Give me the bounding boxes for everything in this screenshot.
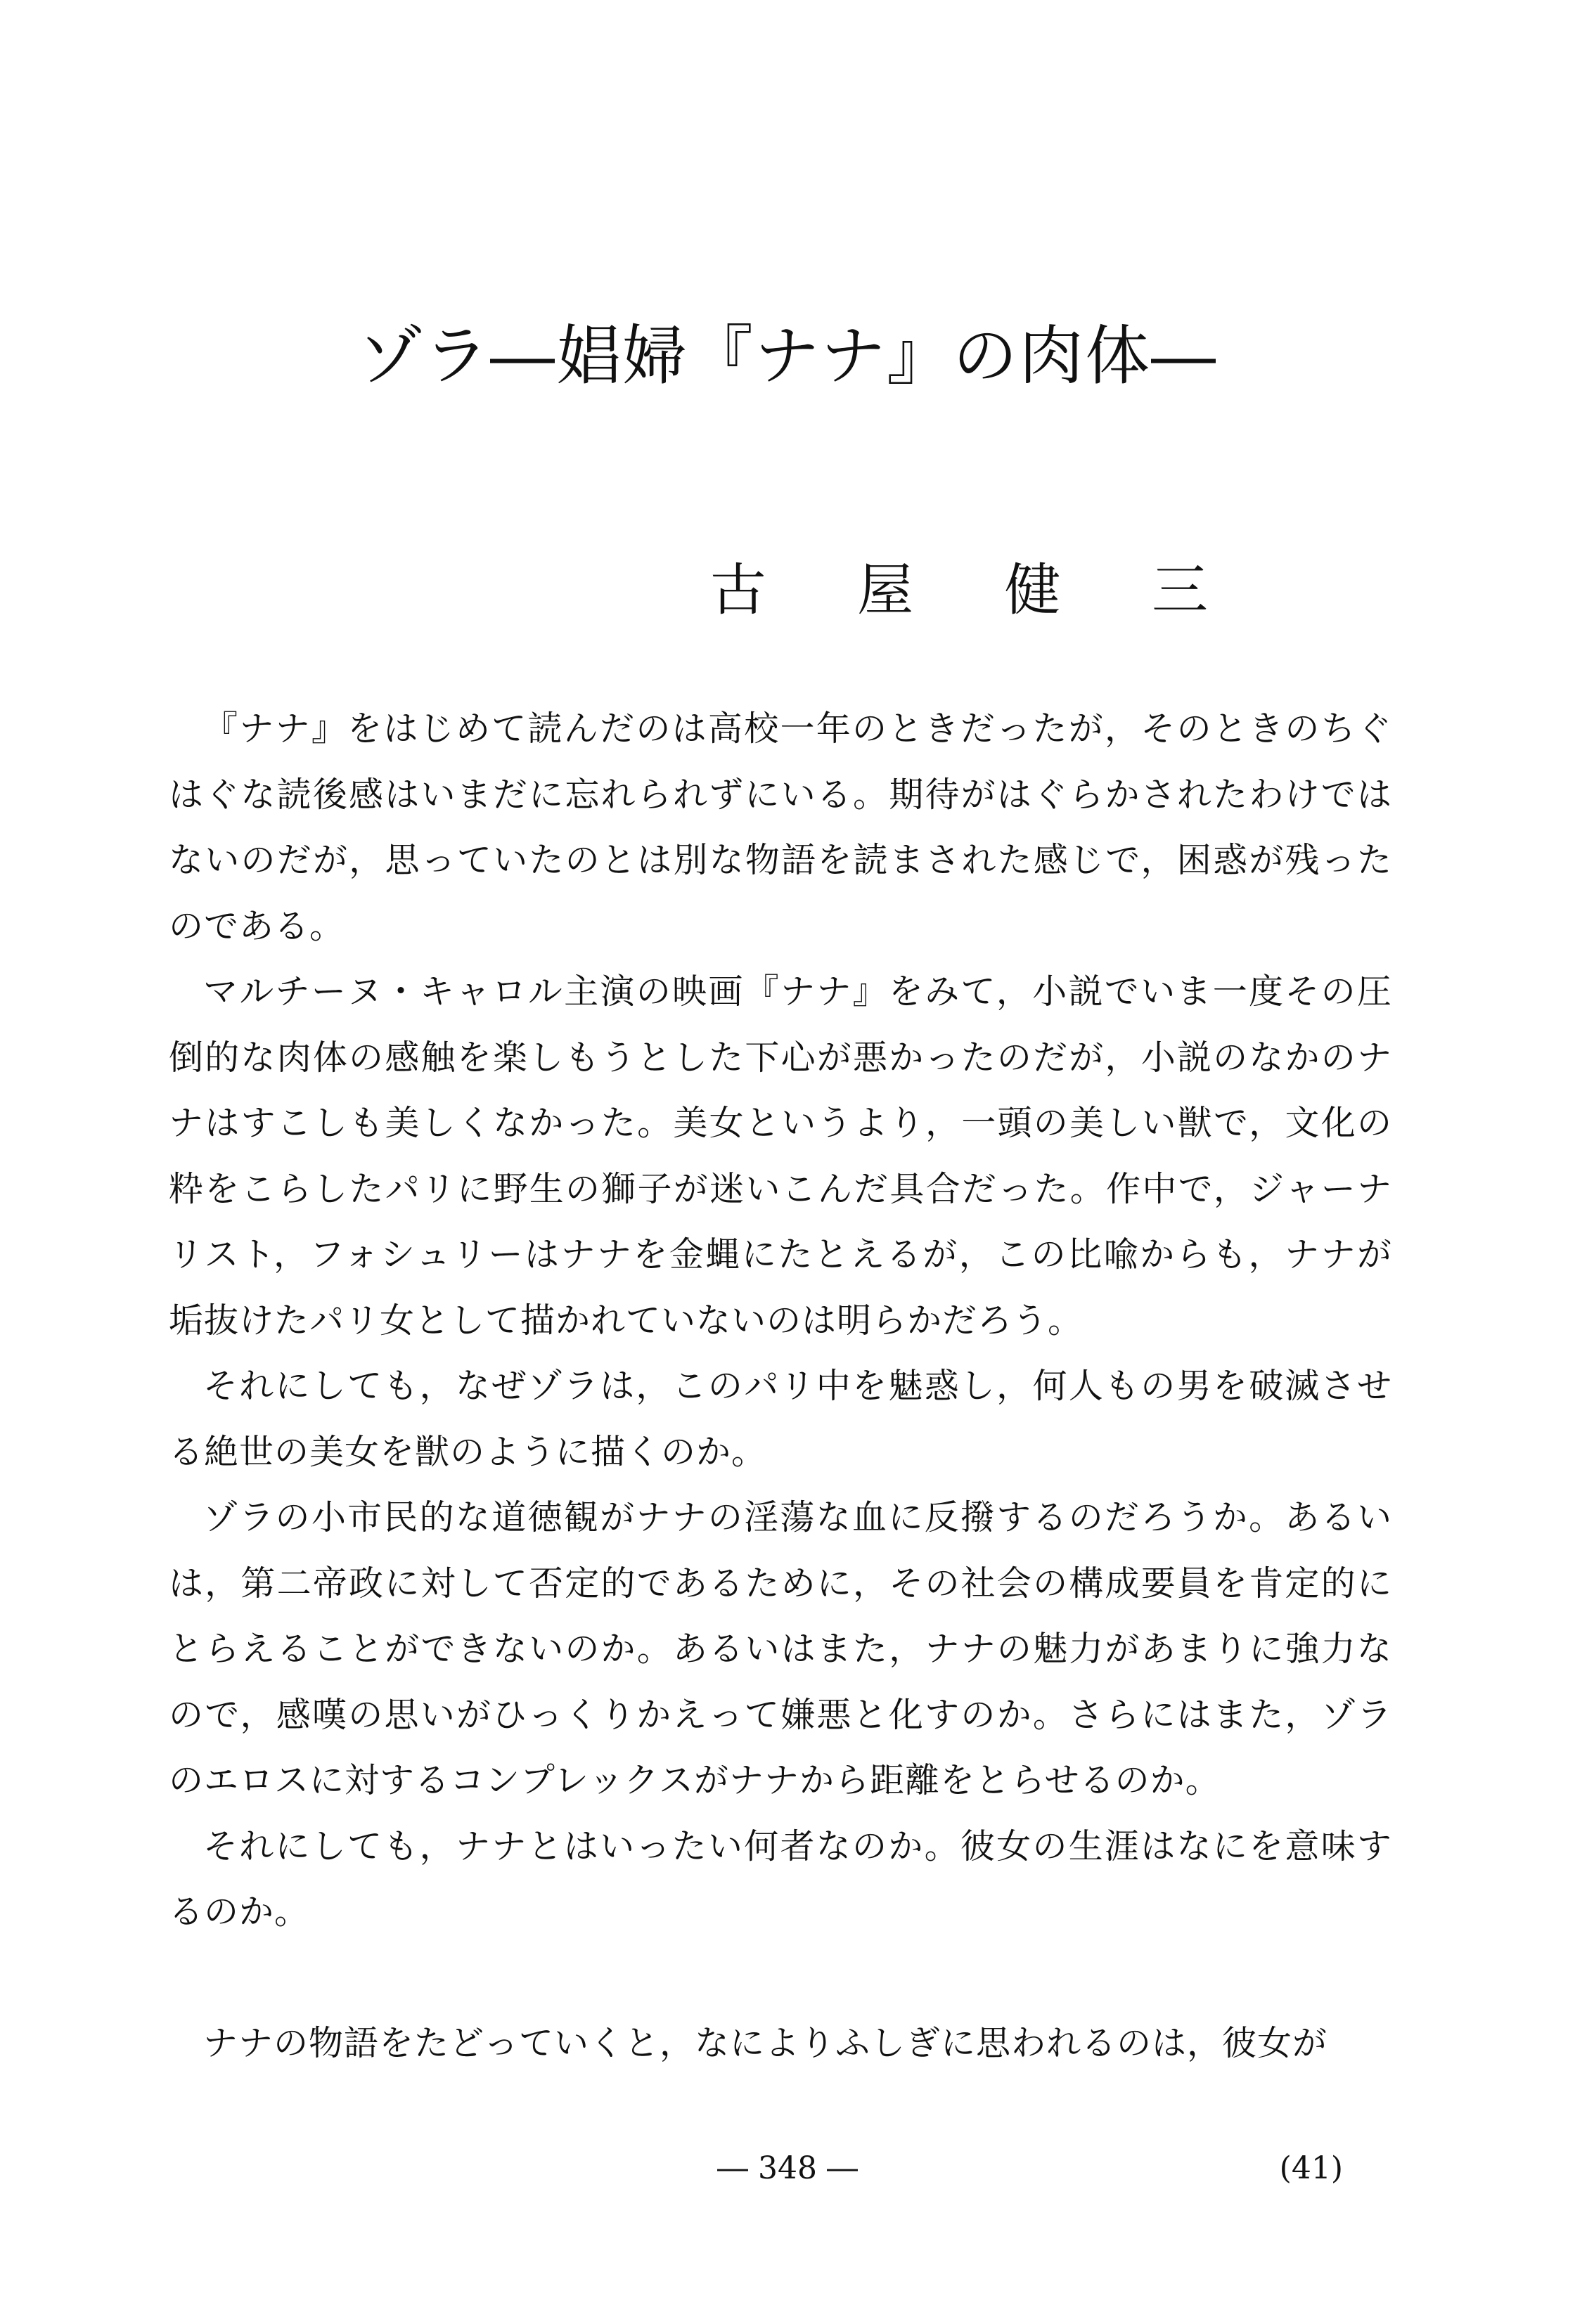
paragraph: それにしても，なぜゾラは，このパリ中を魅惑し，何人もの男を破滅させる絶世の美女を獣のように描くのか。 [169,1366,1392,1472]
page-number: ― 348 ― [717,2150,858,2186]
paragraph: それにしても，ナナとはいったい何者なのか。彼女の生涯はなにを意味するのか。 [169,1826,1392,1932]
page-footer [0,2144,1575,2193]
article-body [169,696,1392,2076]
article-title: ゾラ―娼婦『ナナ』の肉体― [357,318,1217,394]
paragraph: ナナの物語をたどっていくと，なによりふしぎに思われるのは，彼女が [203,2022,1328,2063]
paragraph: 『ナナ』をはじめて読んだのは高校一年のときだったが，そのときのちぐはぐな読後感はいまだに忘れられずにいる。期待がはぐらかされたわけではないのだが，思っていたのとは別な物語を読まされた感じで，困惑が残ったのである。 [169,709,1392,946]
paragraph: ゾラの小市民的な道徳観がナナの淫蕩な血に反撥するのだろうか。あるいは，第二帝政に対して否定的であるために，その社会の構成要員を肯定的にとらえることができないのか。あるいはまた，ナナの魅力があまりに強力なので，感嘆の思いがひっくりかえって嫌悪と化すのか。さらにはまた，ゾラのエロスに対するコンプレックスがナナから距離をとらせるのか。 [169,1497,1392,1800]
author-name: 古 屋 健 三 [709,557,1245,623]
sub-page-number: (41) [1279,2150,1343,2186]
paragraph: マルチーヌ・キャロル主演の映画『ナナ』をみて，小説でいま一度その圧倒的な肉体の感触を楽しもうとした下心が悪かったのだが，小説のなかのナナはすこしも美しくなかった。美女というより，一頭の美しい獣で，文化の粋をこらしたパリに野生の獅子が迷いこんだ具合だった。作中で，ジャーナリスト，フォシュリーはナナを金蝿にたとえるが，この比喩からも，ナナが垢抜けたパリ女として描かれていないのは明らかだろう。 [169,971,1392,1341]
